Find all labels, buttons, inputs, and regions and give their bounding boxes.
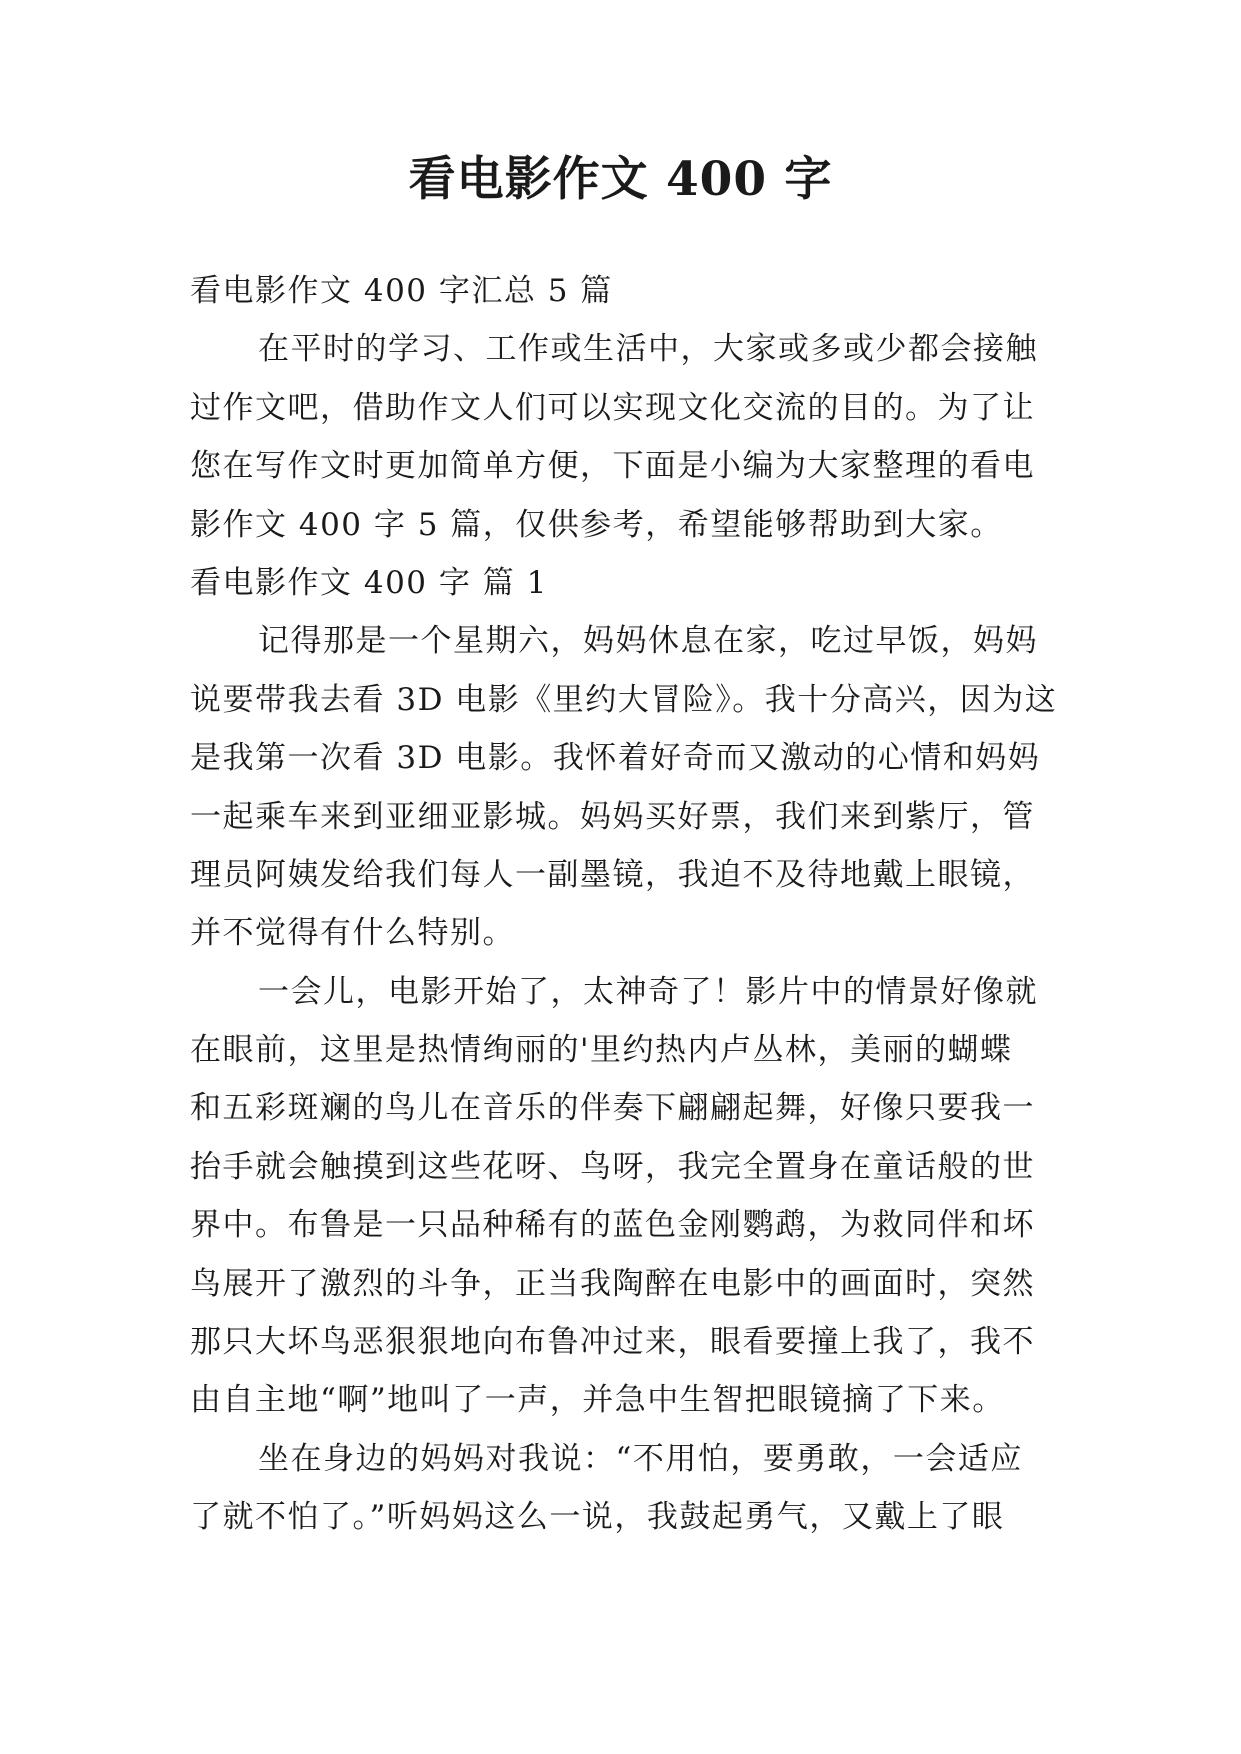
text-line: 是我第一次看 3D 电影。我怀着好奇而又激动的心情和妈妈 xyxy=(190,740,1041,777)
text-line: 在平时的学习、工作或生活中，大家或多或少都会接触 xyxy=(258,331,1038,368)
text-line: 界中。布鲁是一只品种稀有的蓝色金刚鹦鹉，为救同伴和坏 xyxy=(190,1207,1035,1244)
text-line: 那只大坏鸟恶狠狠地向布鲁冲过来，眼看要撞上我了，我不 xyxy=(190,1324,1035,1361)
text-line: 一会儿，电影开始了，太神奇了！影片中的情景好像就 xyxy=(258,973,1038,1010)
text-line: 在眼前，这里是热情绚丽的'里约热内卢丛林，美丽的蝴蝶 xyxy=(190,1032,1013,1069)
text-line: 一起乘车来到亚细亚影城。妈妈买好票，我们来到紫厅，管 xyxy=(190,798,1035,835)
text-line: 看电影作文 400 字 篇 1 xyxy=(190,564,548,601)
text-line: 理员阿姨发给我们每人一副墨镜，我迫不及待地戴上眼镜， xyxy=(190,856,1035,893)
text-line: 鸟展开了激烈的斗争，正当我陶醉在电影中的画面时，突然 xyxy=(190,1265,1035,1302)
text-line: 说要带我去看 3D 电影《里约大冒险》。我十分高兴，因为这 xyxy=(190,681,1058,718)
text-line: 影作文 400 字 5 篇，仅供参考，希望能够帮助到大家。 xyxy=(190,506,1003,543)
text-line: 和五彩斑斓的鸟儿在音乐的伴奏下翩翩起舞，好像只要我一 xyxy=(190,1090,1035,1127)
text-line: 了就不怕了。”听妈妈这么一说，我鼓起勇气，又戴上了眼 xyxy=(190,1499,1005,1536)
text-line: 看电影作文 400 字汇总 5 篇 xyxy=(190,273,613,309)
text-line: 坐在身边的妈妈对我说：“不用怕，要勇敢，一会适应 xyxy=(258,1440,1023,1477)
text-line: 过作文吧，借助作文人们可以实现文化交流的目的。为了让 xyxy=(190,389,1035,426)
document-title: 看电影作文 400 字 xyxy=(408,152,833,207)
document-body xyxy=(190,262,1056,1547)
text-line: 您在写作文时更加简单方便，下面是小编为大家整理的看电 xyxy=(190,448,1035,485)
text-line: 抬手就会触摸到这些花呀、鸟呀，我完全置身在童话般的世 xyxy=(190,1148,1035,1185)
text-line: 并不觉得有什么特别。 xyxy=(190,915,515,952)
text-line: 由自主地“啊”地叫了一声，并急中生智把眼镜摘了下来。 xyxy=(190,1382,1005,1419)
text-line: 记得那是一个星期六，妈妈休息在家，吃过早饭，妈妈 xyxy=(258,623,1038,660)
